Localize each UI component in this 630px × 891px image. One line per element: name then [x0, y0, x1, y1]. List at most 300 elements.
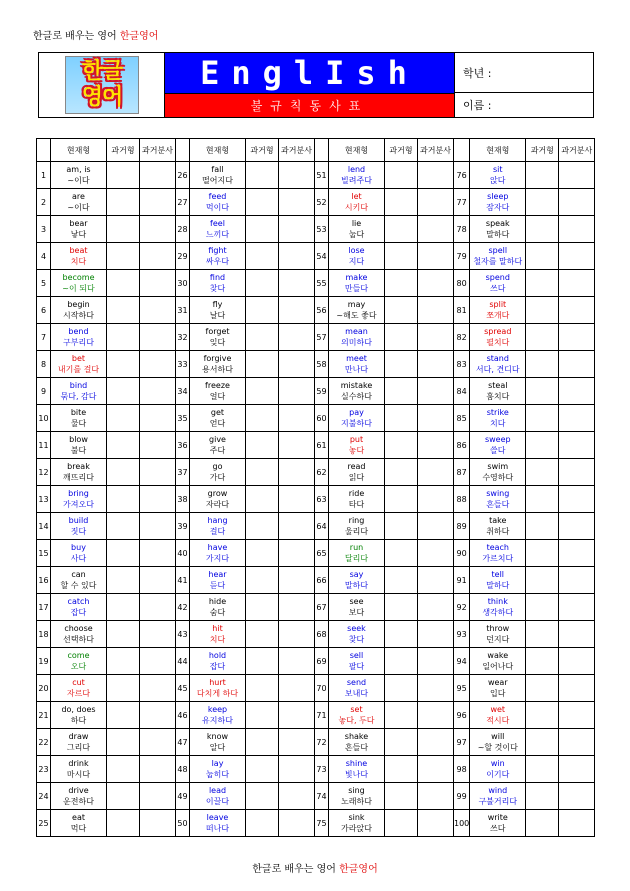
verb-word: spell: [488, 245, 508, 255]
verb-number: 34: [176, 378, 190, 405]
past-form-cell[interactable]: [107, 324, 140, 351]
verb-number: 68: [315, 621, 329, 648]
past-form-cell[interactable]: [385, 648, 418, 675]
past-form-cell[interactable]: [246, 513, 279, 540]
past-participle-cell[interactable]: [418, 351, 454, 378]
top-caption: [33, 27, 158, 42]
past-form-cell[interactable]: [246, 648, 279, 675]
verb-word: shine: [345, 758, 368, 768]
past-form-cell[interactable]: [526, 675, 559, 702]
verb-meaning: 쓰다: [490, 823, 506, 833]
past-participle-cell[interactable]: [418, 405, 454, 432]
verb-meaning: 구부리다: [63, 337, 94, 347]
present-form-cell: [470, 162, 526, 189]
past-participle-cell[interactable]: [279, 216, 315, 243]
verb-word: keep: [207, 704, 228, 714]
past-form-cell[interactable]: [526, 378, 559, 405]
past-participle-cell[interactable]: [559, 594, 595, 621]
past-form-cell[interactable]: [385, 540, 418, 567]
present-form-cell: [190, 675, 246, 702]
past-participle-cell[interactable]: [279, 567, 315, 594]
past-participle-cell[interactable]: [559, 270, 595, 297]
past-form-cell[interactable]: [526, 648, 559, 675]
verb-word: wind: [488, 785, 508, 795]
past-form-cell[interactable]: [385, 270, 418, 297]
past-participle-cell[interactable]: [418, 297, 454, 324]
past-form-cell[interactable]: [385, 216, 418, 243]
top-caption-brand: 한글영어: [119, 31, 159, 42]
verb-number: 78: [454, 216, 470, 243]
past-form-cell[interactable]: [526, 405, 559, 432]
past-participle-cell[interactable]: [140, 405, 176, 432]
past-participle-cell[interactable]: [418, 324, 454, 351]
past-form-cell[interactable]: [107, 270, 140, 297]
past-participle-cell[interactable]: [279, 324, 315, 351]
past-participle-cell[interactable]: [140, 162, 176, 189]
past-form-cell[interactable]: [107, 756, 140, 783]
past-form-cell[interactable]: [526, 162, 559, 189]
past-form-cell[interactable]: [246, 189, 279, 216]
past-participle-cell[interactable]: [279, 648, 315, 675]
past-participle-cell[interactable]: [559, 783, 595, 810]
past-participle-cell[interactable]: [418, 540, 454, 567]
present-form-cell: [51, 459, 107, 486]
verb-meaning: 흔들다: [486, 499, 510, 509]
present-form-cell: [329, 783, 385, 810]
past-form-cell[interactable]: [107, 540, 140, 567]
past-participle-cell[interactable]: [559, 648, 595, 675]
past-participle-cell[interactable]: [418, 648, 454, 675]
past-form-cell[interactable]: [526, 567, 559, 594]
verb-meaning: 이끌다: [205, 796, 230, 806]
table-row: [37, 432, 595, 459]
present-form-cell: [51, 621, 107, 648]
verb-number: 81: [454, 297, 470, 324]
past-participle-cell[interactable]: [559, 324, 595, 351]
verb-word: sit: [493, 164, 503, 174]
verb-number: 39: [176, 513, 190, 540]
verb-number: 11: [37, 432, 51, 459]
past-form-cell[interactable]: [246, 351, 279, 378]
verb-word: go: [212, 461, 223, 471]
grade-field[interactable]: [455, 53, 593, 93]
past-participle-cell[interactable]: [279, 351, 315, 378]
past-participle-cell[interactable]: [559, 351, 595, 378]
past-form-cell[interactable]: [246, 243, 279, 270]
verb-number: 59: [315, 378, 329, 405]
past-form-cell[interactable]: [526, 432, 559, 459]
table-row: [37, 810, 595, 837]
verb-word: pay: [349, 407, 364, 417]
past-form-cell[interactable]: [385, 189, 418, 216]
past-participle-cell[interactable]: [559, 216, 595, 243]
verb-meaning: 떠나다: [205, 823, 230, 833]
present-form-cell: [470, 216, 526, 243]
past-participle-cell[interactable]: [140, 351, 176, 378]
past-participle-cell[interactable]: [140, 621, 176, 648]
past-participle-cell[interactable]: [140, 324, 176, 351]
past-form-cell[interactable]: [526, 189, 559, 216]
past-form-cell[interactable]: [107, 594, 140, 621]
verb-meaning: 의미하다: [341, 337, 372, 347]
past-participle-cell[interactable]: [279, 540, 315, 567]
past-participle-cell[interactable]: [279, 270, 315, 297]
past-participle-cell[interactable]: [559, 513, 595, 540]
past-form-cell[interactable]: [107, 216, 140, 243]
past-form-cell[interactable]: [526, 783, 559, 810]
past-form-cell[interactable]: [385, 783, 418, 810]
past-form-cell[interactable]: [246, 567, 279, 594]
past-participle-cell[interactable]: [140, 189, 176, 216]
past-form-cell[interactable]: [385, 702, 418, 729]
name-field[interactable]: [455, 93, 593, 117]
past-participle-cell[interactable]: [140, 702, 176, 729]
past-participle-cell[interactable]: [559, 405, 595, 432]
verb-number: 61: [315, 432, 329, 459]
verb-number: 31: [176, 297, 190, 324]
past-form-cell[interactable]: [246, 270, 279, 297]
verb-meaning: 내기를 걸다: [57, 364, 100, 374]
past-form-cell[interactable]: [526, 810, 559, 837]
past-form-cell[interactable]: [107, 513, 140, 540]
past-participle-cell[interactable]: [559, 675, 595, 702]
verb-meaning: 오다: [70, 661, 87, 671]
past-form-cell[interactable]: [246, 378, 279, 405]
past-participle-cell[interactable]: [140, 783, 176, 810]
past-participle-cell[interactable]: [559, 459, 595, 486]
past-form-cell[interactable]: [246, 540, 279, 567]
verb-word: draw: [68, 731, 89, 741]
past-participle-cell[interactable]: [418, 675, 454, 702]
verb-meaning: 사다: [70, 553, 87, 563]
past-form-cell[interactable]: [526, 540, 559, 567]
past-participle-cell[interactable]: [418, 810, 454, 837]
past-form-cell[interactable]: [246, 810, 279, 837]
present-form-cell: [329, 162, 385, 189]
past-participle-cell[interactable]: [140, 270, 176, 297]
past-participle-cell[interactable]: [418, 486, 454, 513]
past-participle-cell[interactable]: [559, 540, 595, 567]
past-participle-cell[interactable]: [559, 729, 595, 756]
present-form-cell: [190, 810, 246, 837]
past-form-cell[interactable]: [107, 162, 140, 189]
past-participle-cell[interactable]: [418, 459, 454, 486]
past-participle-cell[interactable]: [559, 162, 595, 189]
column-header: 현재형: [470, 139, 526, 162]
verb-word: let: [351, 191, 362, 201]
past-participle-cell[interactable]: [279, 432, 315, 459]
past-participle-cell[interactable]: [140, 459, 176, 486]
present-form-cell: [329, 513, 385, 540]
past-form-cell[interactable]: [385, 513, 418, 540]
verb-number: 4: [37, 243, 51, 270]
past-form-cell[interactable]: [526, 486, 559, 513]
past-form-cell[interactable]: [385, 405, 418, 432]
past-form-cell[interactable]: [246, 783, 279, 810]
past-form-cell[interactable]: [107, 432, 140, 459]
past-form-cell[interactable]: [107, 567, 140, 594]
past-participle-cell[interactable]: [279, 513, 315, 540]
present-form-cell: [470, 729, 526, 756]
past-participle-cell[interactable]: [418, 594, 454, 621]
past-participle-cell[interactable]: [559, 810, 595, 837]
verb-meaning: 수영하다: [482, 472, 514, 482]
verb-number: 44: [176, 648, 190, 675]
past-participle-cell[interactable]: [279, 621, 315, 648]
present-form-cell: [470, 675, 526, 702]
past-form-cell[interactable]: [385, 486, 418, 513]
past-participle-cell[interactable]: [418, 432, 454, 459]
past-participle-cell[interactable]: [140, 756, 176, 783]
past-form-cell[interactable]: [107, 459, 140, 486]
past-form-cell[interactable]: [385, 675, 418, 702]
past-form-cell[interactable]: [385, 594, 418, 621]
past-participle-cell[interactable]: [279, 405, 315, 432]
past-form-cell[interactable]: [107, 810, 140, 837]
verb-meaning: 만들다: [344, 283, 369, 293]
past-participle-cell[interactable]: [559, 702, 595, 729]
past-form-cell[interactable]: [385, 432, 418, 459]
past-form-cell[interactable]: [246, 486, 279, 513]
verb-number: 77: [454, 189, 470, 216]
past-form-cell[interactable]: [385, 162, 418, 189]
verb-number: 80: [454, 270, 470, 297]
past-form-cell[interactable]: [526, 216, 559, 243]
past-form-cell[interactable]: [246, 162, 279, 189]
past-form-cell[interactable]: [385, 297, 418, 324]
past-form-cell[interactable]: [526, 621, 559, 648]
table-row: [37, 189, 595, 216]
past-participle-cell[interactable]: [279, 459, 315, 486]
past-participle-cell[interactable]: [559, 243, 595, 270]
past-form-cell[interactable]: [107, 243, 140, 270]
past-participle-cell[interactable]: [140, 540, 176, 567]
past-form-cell[interactable]: [526, 513, 559, 540]
past-participle-cell[interactable]: [279, 702, 315, 729]
past-participle-cell[interactable]: [418, 621, 454, 648]
past-form-cell[interactable]: [385, 459, 418, 486]
past-form-cell[interactable]: [107, 675, 140, 702]
past-participle-cell[interactable]: [559, 567, 595, 594]
past-form-cell[interactable]: [246, 432, 279, 459]
past-form-cell[interactable]: [526, 297, 559, 324]
past-participle-cell[interactable]: [279, 675, 315, 702]
past-participle-cell[interactable]: [140, 648, 176, 675]
verb-word: come: [67, 650, 90, 660]
past-form-cell[interactable]: [526, 459, 559, 486]
past-form-cell[interactable]: [385, 378, 418, 405]
verb-word: hold: [208, 650, 227, 660]
verb-word: get: [210, 407, 225, 417]
present-form-cell: [470, 648, 526, 675]
past-form-cell[interactable]: [246, 594, 279, 621]
past-participle-cell[interactable]: [559, 189, 595, 216]
verb-word: speak: [485, 218, 510, 228]
past-form-cell[interactable]: [107, 783, 140, 810]
past-form-cell[interactable]: [526, 729, 559, 756]
verb-number: 94: [454, 648, 470, 675]
verb-meaning: 울리다: [344, 526, 369, 536]
past-participle-cell[interactable]: [559, 756, 595, 783]
verb-meaning: 시키다: [344, 202, 369, 212]
past-participle-cell[interactable]: [279, 756, 315, 783]
past-form-cell[interactable]: [385, 621, 418, 648]
verb-word: run: [349, 542, 364, 552]
verb-number: 46: [176, 702, 190, 729]
past-participle-cell[interactable]: [279, 783, 315, 810]
past-form-cell[interactable]: [107, 621, 140, 648]
past-participle-cell[interactable]: [279, 189, 315, 216]
verb-meaning: 놓다: [348, 445, 365, 455]
past-participle-cell[interactable]: [559, 486, 595, 513]
verb-word: send: [346, 677, 367, 687]
past-form-cell[interactable]: [107, 729, 140, 756]
past-form-cell[interactable]: [246, 324, 279, 351]
past-form-cell[interactable]: [246, 405, 279, 432]
verb-number: 98: [454, 756, 470, 783]
verb-word: shake: [344, 731, 369, 741]
present-form-cell: [329, 189, 385, 216]
verb-meaning: 숨다: [209, 607, 226, 617]
verb-number: 50: [176, 810, 190, 837]
past-participle-cell[interactable]: [140, 594, 176, 621]
past-participle-cell[interactable]: [140, 810, 176, 837]
verb-word: lend: [347, 164, 366, 174]
past-participle-cell[interactable]: [418, 567, 454, 594]
verb-number: 43: [176, 621, 190, 648]
past-form-cell[interactable]: [246, 216, 279, 243]
past-form-cell[interactable]: [107, 405, 140, 432]
past-participle-cell[interactable]: [279, 162, 315, 189]
verb-meaning: 물다: [70, 418, 87, 428]
present-form-cell: [470, 297, 526, 324]
verb-number: 14: [37, 513, 51, 540]
past-participle-cell[interactable]: [418, 216, 454, 243]
past-participle-cell[interactable]: [140, 486, 176, 513]
past-participle-cell[interactable]: [279, 297, 315, 324]
past-participle-cell[interactable]: [140, 243, 176, 270]
page-title: EnglIsh: [200, 54, 419, 92]
past-form-cell[interactable]: [385, 243, 418, 270]
past-participle-cell[interactable]: [418, 702, 454, 729]
past-form-cell[interactable]: [385, 810, 418, 837]
past-form-cell[interactable]: [246, 621, 279, 648]
past-participle-cell[interactable]: [559, 621, 595, 648]
verb-number: 48: [176, 756, 190, 783]
page-subtitle: 불규칙동사표: [250, 99, 369, 113]
past-participle-cell[interactable]: [140, 729, 176, 756]
past-participle-cell[interactable]: [418, 162, 454, 189]
worksheet-header: [38, 52, 594, 118]
verb-meaning: 찾다: [348, 634, 365, 644]
table-row: [37, 243, 595, 270]
past-participle-cell[interactable]: [418, 756, 454, 783]
present-form-cell: [470, 621, 526, 648]
past-form-cell[interactable]: [526, 702, 559, 729]
verb-word: freeze: [205, 380, 230, 390]
verb-meaning: 떨어지다: [202, 175, 233, 185]
verb-number: 30: [176, 270, 190, 297]
past-participle-cell[interactable]: [279, 378, 315, 405]
past-form-cell[interactable]: [246, 459, 279, 486]
column-header: 과거형: [385, 139, 418, 162]
past-form-cell[interactable]: [107, 351, 140, 378]
past-form-cell[interactable]: [107, 486, 140, 513]
past-participle-cell[interactable]: [279, 810, 315, 837]
column-header: 과거분사: [140, 139, 176, 162]
past-participle-cell[interactable]: [418, 783, 454, 810]
past-participle-cell[interactable]: [418, 513, 454, 540]
past-participle-cell[interactable]: [559, 297, 595, 324]
verb-meaning: 팔다: [348, 661, 365, 671]
past-participle-cell[interactable]: [559, 432, 595, 459]
past-participle-cell[interactable]: [140, 432, 176, 459]
past-form-cell[interactable]: [385, 324, 418, 351]
past-form-cell[interactable]: [246, 675, 279, 702]
past-form-cell[interactable]: [526, 594, 559, 621]
present-form-cell: [51, 270, 107, 297]
past-form-cell[interactable]: [246, 702, 279, 729]
past-form-cell[interactable]: [107, 378, 140, 405]
past-form-cell[interactable]: [107, 189, 140, 216]
past-participle-cell[interactable]: [418, 189, 454, 216]
past-participle-cell[interactable]: [140, 513, 176, 540]
past-form-cell[interactable]: [385, 567, 418, 594]
verb-word: drive: [68, 785, 89, 795]
past-form-cell[interactable]: [385, 756, 418, 783]
past-form-cell[interactable]: [385, 351, 418, 378]
past-form-cell[interactable]: [107, 297, 140, 324]
past-form-cell[interactable]: [526, 351, 559, 378]
past-form-cell[interactable]: [526, 243, 559, 270]
past-participle-cell[interactable]: [559, 378, 595, 405]
past-participle-cell[interactable]: [279, 243, 315, 270]
past-participle-cell[interactable]: [140, 567, 176, 594]
past-participle-cell[interactable]: [140, 297, 176, 324]
verb-number: 20: [37, 675, 51, 702]
past-form-cell[interactable]: [107, 702, 140, 729]
past-form-cell[interactable]: [526, 270, 559, 297]
past-participle-cell[interactable]: [279, 594, 315, 621]
past-participle-cell[interactable]: [418, 270, 454, 297]
past-form-cell[interactable]: [526, 324, 559, 351]
verb-meaning: 가져오다: [63, 499, 94, 509]
verb-meaning: 용서하다: [202, 364, 233, 374]
past-form-cell[interactable]: [526, 756, 559, 783]
past-form-cell[interactable]: [246, 297, 279, 324]
past-participle-cell[interactable]: [418, 378, 454, 405]
past-participle-cell[interactable]: [140, 675, 176, 702]
past-participle-cell[interactable]: [140, 378, 176, 405]
past-participle-cell[interactable]: [279, 729, 315, 756]
past-form-cell[interactable]: [246, 729, 279, 756]
present-form-cell: [51, 486, 107, 513]
past-participle-cell[interactable]: [418, 729, 454, 756]
past-form-cell[interactable]: [246, 756, 279, 783]
past-participle-cell[interactable]: [140, 216, 176, 243]
verb-meaning: 자라다: [205, 499, 230, 509]
past-form-cell[interactable]: [385, 729, 418, 756]
verb-word: grow: [207, 488, 228, 498]
table-row: [37, 621, 595, 648]
verb-number: 1: [37, 162, 51, 189]
verb-number: 95: [454, 675, 470, 702]
past-participle-cell[interactable]: [279, 486, 315, 513]
verb-word: set: [350, 704, 363, 714]
past-form-cell[interactable]: [107, 648, 140, 675]
past-participle-cell[interactable]: [418, 243, 454, 270]
present-form-cell: [329, 810, 385, 837]
